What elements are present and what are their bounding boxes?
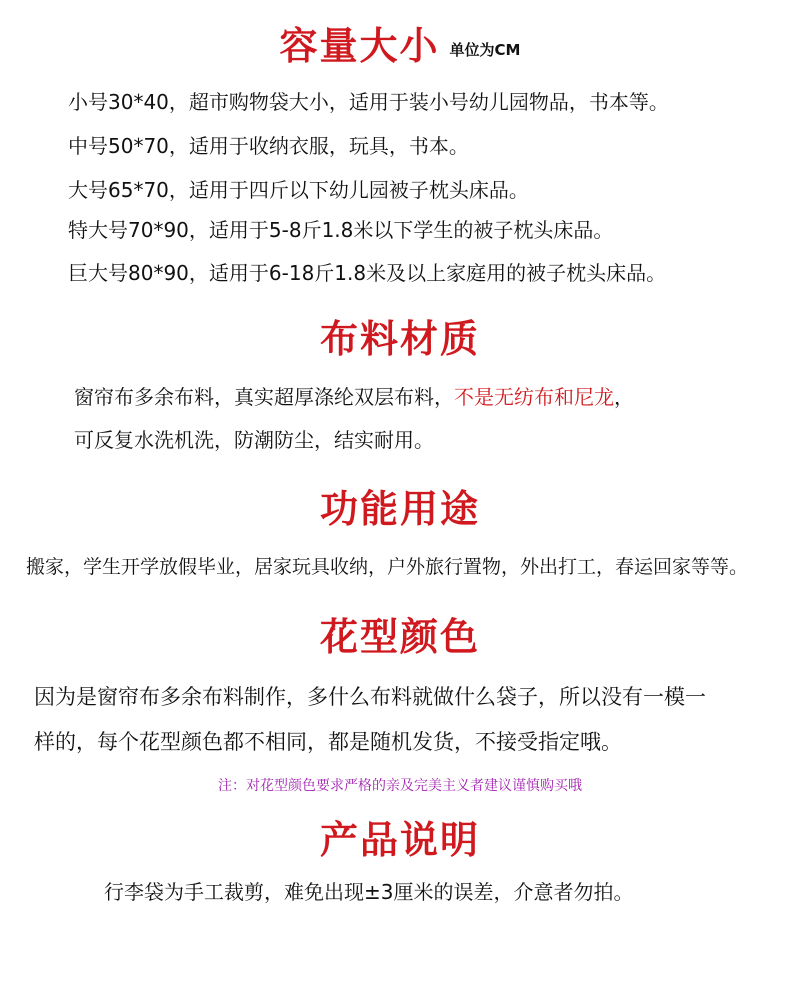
- size-small-line: 小号30*40，超市购物袋大小，适用于装小号幼儿园物品，书本等。: [68, 90, 669, 114]
- usage-heading: 功能用途: [319, 487, 480, 531]
- material-heading: 布料材质: [319, 317, 480, 361]
- usage-line: 搬家，学生开学放假毕业，居家玩具收纳，户外旅行置物，外出打工，春运回家等等。: [26, 556, 749, 578]
- size-xlarge-line: 特大号70*90，适用于5-8斤1.8米以下学生的被子枕头床品。: [68, 218, 614, 242]
- pattern-note: 注：对花型颜色要求严格的亲及完美主义者建议谨慎购买哦: [218, 778, 582, 794]
- material-text: 窗帘布多余布料，真实超厚涤纶双层布料，: [74, 385, 454, 409]
- size-medium-line: 中号50*70，适用于收纳衣服，玩具，书本。: [68, 134, 469, 158]
- material-highlight: 不是无纺布和尼龙: [454, 385, 614, 409]
- material-suffix: ，: [614, 385, 634, 409]
- material-line-1: [74, 383, 634, 411]
- pattern-heading: 花型颜色: [319, 615, 480, 659]
- size-large-line: 大号65*70，适用于四斤以下幼儿园被子枕头床品。: [68, 178, 529, 202]
- capacity-heading-text: 容量大小: [279, 24, 440, 68]
- pattern-line-2: 样的，每个花型颜色都不相同，都是随机发货，不接受指定哦。: [34, 730, 622, 754]
- pattern-line-1: 因为是窗帘布多余布料制作，多什么布料就做什么袋子，所以没有一模一: [34, 685, 706, 709]
- size-xxlarge-line: 巨大号80*90，适用于6-18斤1.8米及以上家庭用的被子枕头床品。: [68, 261, 667, 285]
- unit-label: 单位为CM: [449, 41, 521, 59]
- product-heading: 产品说明: [319, 818, 480, 862]
- product-line: 行李袋为手工裁剪，难免出现±3厘米的误差，介意者勿拍。: [104, 880, 634, 904]
- capacity-heading: [0, 22, 800, 74]
- material-line-2: 可反复水洗机洗，防潮防尘，结实耐用。: [74, 428, 434, 452]
